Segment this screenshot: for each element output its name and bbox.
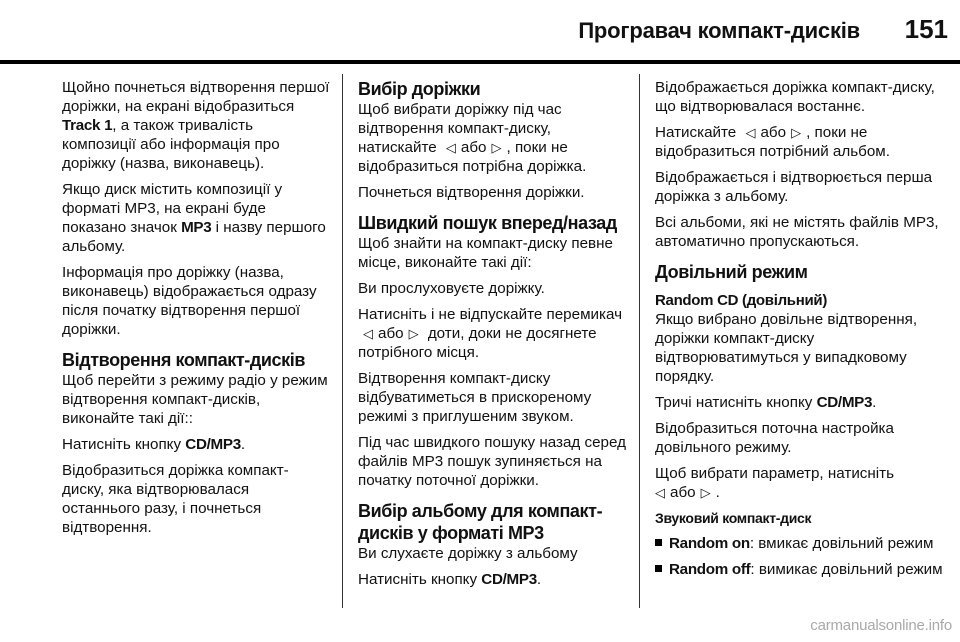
left-triangle-icon: ◁ — [655, 485, 665, 500]
paragraph: Відображається і відтворюється перша доріжка з альбому. — [655, 169, 933, 205]
header-rule — [0, 60, 960, 64]
section-heading-album-select: Вибір альбому для компакт-дисків у форматі MP3 — [358, 501, 603, 543]
subheading-audio-cd: Звуковий компакт-диск — [655, 510, 812, 526]
paragraph: Під час швидкого пошуку назад серед файлів MP3 пошук зупиняється на початку поточної доріжки. — [358, 434, 626, 489]
column-1 — [62, 78, 330, 544]
paragraph: Відтворення компакт-диску відбуватиметься в прискореному режимі з приглушеним звуком. — [358, 370, 592, 425]
list-item-random-on: Random on: вмикає довільний режим — [655, 534, 951, 553]
right-triangle-icon: ▷ — [491, 140, 502, 155]
bullet-square-icon — [655, 539, 662, 546]
column-2 — [358, 78, 628, 596]
section-heading-fast-seek: Швидкий пошук вперед/назад — [358, 213, 617, 233]
right-triangle-icon: ▷ — [408, 326, 419, 341]
right-triangle-icon: ▷ — [791, 125, 802, 140]
paragraph: Щоб вибрати параметр, натисніть ◁ або ▷ . — [655, 465, 895, 501]
paragraph: Інформація про доріжку (назва, виконавець) відображається одразу після початку відтворення першої доріжки. — [62, 264, 317, 338]
page-header-title: Програвач компакт-дисків — [578, 18, 860, 43]
left-triangle-icon: ◁ — [745, 125, 756, 140]
paragraph: Натисніть і не відпускайте перемикач ◁ або ▷ доти, доки не досягнете потрібного місця. — [358, 306, 623, 361]
paragraph: Якщо вибрано довільне відтворення, доріжки компакт-диску відтворюватимуться у випадковому порядку. — [655, 311, 918, 385]
paragraph: Щойно почнеться відтворення першої доріжки, на екрані відобразиться Track 1, а також тривалість композиції або інформація про доріжку (назва, виконавець). — [62, 79, 330, 172]
column-3 — [655, 78, 951, 586]
paragraph: Якщо диск містить композиції у форматі MP3, на екрані буде показано значок MP3 і назву першого альбому. — [62, 181, 326, 255]
paragraph: Ви прослуховуєте доріжку. — [358, 280, 545, 297]
subheading-random-cd: Random CD (довільний) — [655, 292, 828, 309]
paragraph: Відобразиться поточна настройка довільного режиму. — [655, 420, 894, 456]
paragraph: Відображається доріжка компакт-диску, що відтворювалася востаннє. — [655, 79, 935, 115]
section-heading-random-mode: Довільний режим — [655, 262, 808, 282]
paragraph: Щоб перейти з режиму радіо у режим відтворення компакт-дисків, виконайте такі дії:: — [62, 372, 328, 427]
paragraph: Ви слухаєте доріжку з альбому — [358, 545, 578, 562]
paragraph: Всі альбоми, які не містять файлів MP3, автоматично пропускаються. — [655, 214, 939, 250]
paragraph: Натисніть кнопку CD/MP3. — [358, 571, 542, 588]
column-divider-1 — [342, 74, 343, 608]
paragraph: Почнеться відтворення доріжки. — [358, 184, 585, 201]
paragraph: Відобразиться доріжка компакт-диску, яка відтворювалася останнього разу, і почнеться відтворення. — [62, 462, 289, 536]
page-number: 151 — [904, 14, 948, 44]
left-triangle-icon: ◁ — [363, 326, 373, 341]
bullet-square-icon — [655, 565, 662, 572]
column-divider-2 — [639, 74, 640, 608]
section-heading-track-select: Вибір доріжки — [358, 79, 481, 99]
paragraph: Щоб знайти на компакт-диску певне місце, виконайте такі дії: — [358, 235, 613, 271]
paragraph: Натискайте ◁ або ▷ , поки не відобразиться потрібний альбом. — [655, 124, 890, 160]
paragraph: Щоб вибрати доріжку під час відтворення компакт-диску, натискайте ◁ або ▷ , поки не відобразиться потрібна доріжка. — [358, 101, 587, 175]
watermark: carmanualsonline.info — [810, 617, 952, 634]
section-heading-cd-playback: Відтворення компакт-дисків — [62, 350, 306, 370]
right-triangle-icon: ▷ — [700, 485, 711, 500]
list-item-random-off: Random off: вимикає довільний режим — [655, 560, 951, 579]
left-triangle-icon: ◁ — [445, 140, 456, 155]
paragraph: Натисніть кнопку CD/MP3. — [62, 436, 246, 453]
paragraph: Тричі натисніть кнопку CD/MP3. — [655, 394, 877, 411]
